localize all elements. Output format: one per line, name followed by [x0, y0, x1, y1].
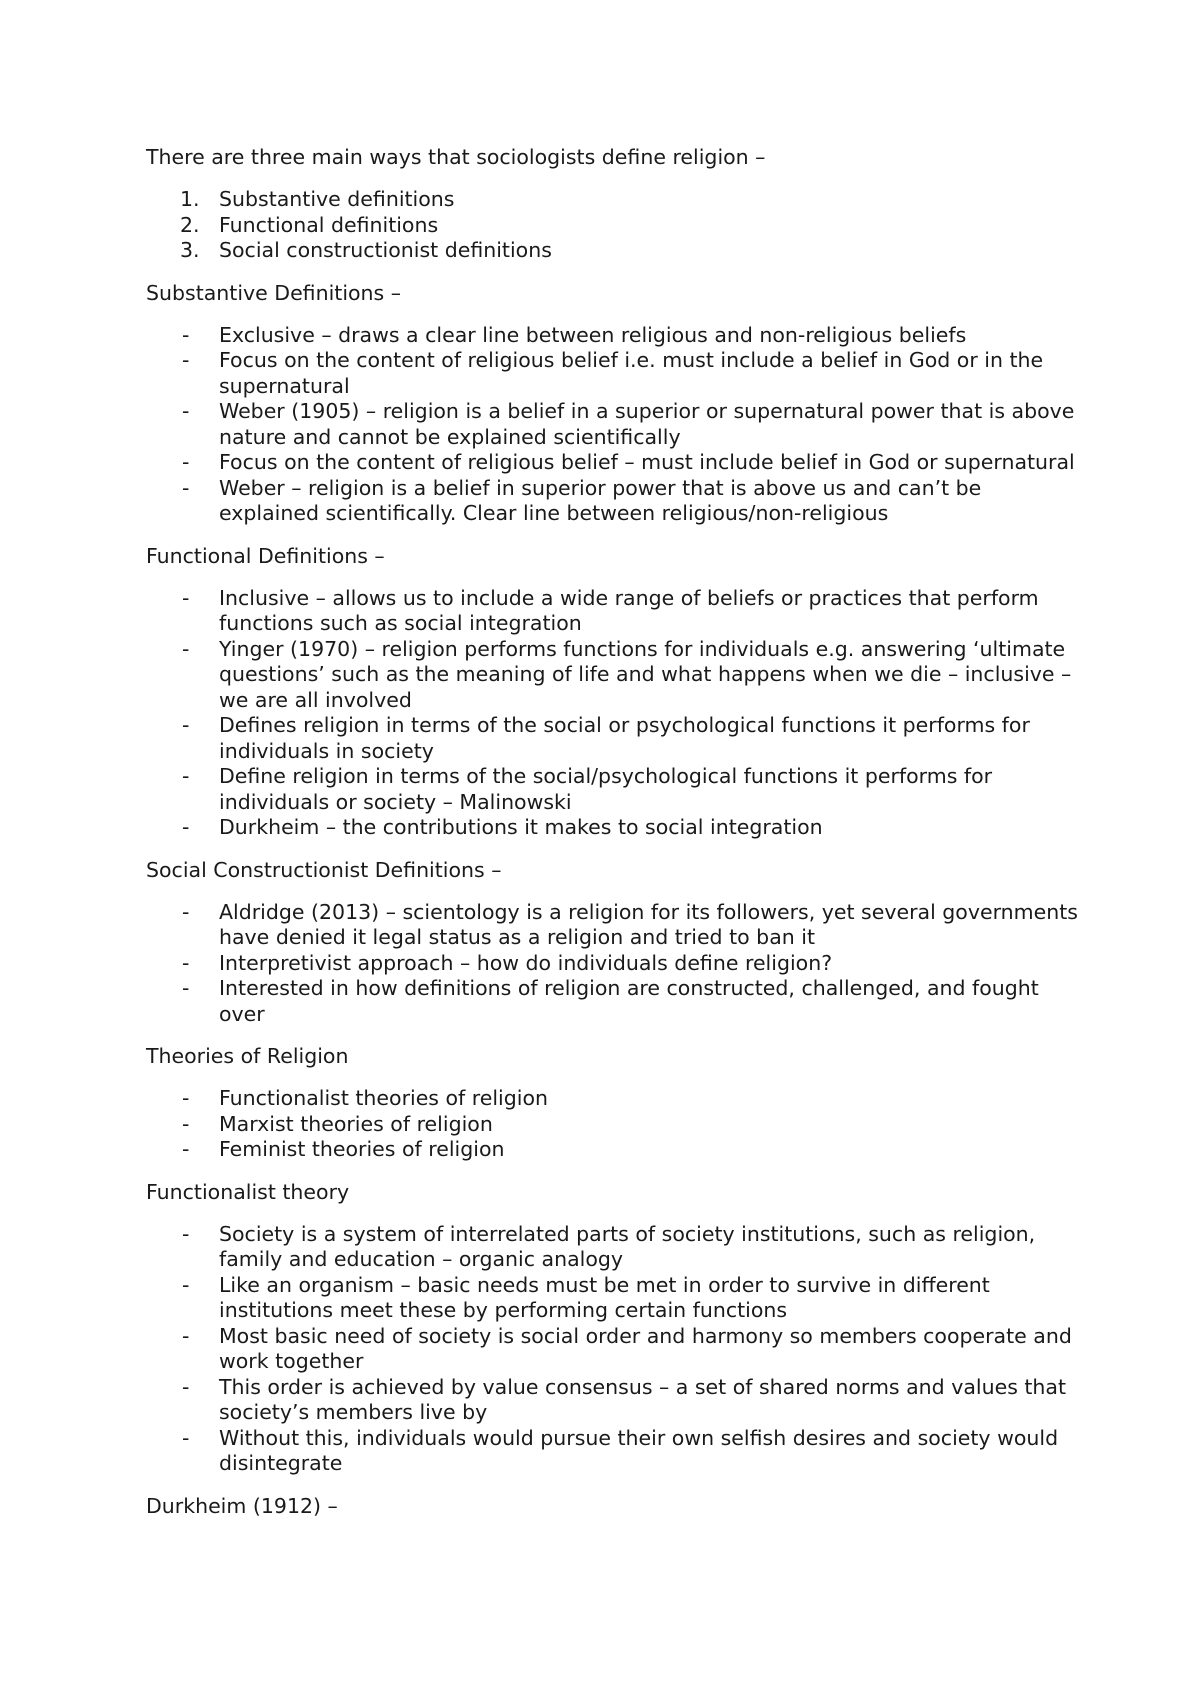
dash-marker: - [182, 1323, 190, 1348]
list-item [146, 1273, 1086, 1324]
dash-marker: - [182, 976, 190, 1000]
list-item [146, 1112, 1086, 1138]
section-heading-substantive: Substantive Definitions – [146, 280, 401, 305]
dash-marker: - [182, 950, 190, 975]
list-item [146, 476, 1086, 527]
section-heading-functional: Functional Definitions – [146, 543, 385, 568]
social-constructionist-list [146, 900, 1086, 1028]
list-item [146, 348, 1086, 399]
section-heading-social-constructionist: Social Constructionist Definitions – [146, 857, 502, 882]
list-item [146, 586, 1086, 637]
dash-marker: - [182, 1111, 190, 1136]
list-item-text: Defines religion in terms of the social or psychological functions it performs for individuals in society [219, 713, 1030, 763]
list-item [146, 399, 1086, 450]
list-number: 1. [180, 187, 200, 211]
list-item [146, 637, 1086, 714]
document-page [146, 145, 1086, 1536]
section-heading-theories: Theories of Religion [146, 1044, 349, 1068]
list-item [146, 450, 1086, 476]
list-item-text: Yinger (1970) – religion performs functions for individuals e.g. answering ‘ultimate questions’ such as the meaning of life and what happens when we die – inclusive – we are all involved [219, 636, 1072, 712]
list-item-text: Exclusive – draws a clear line between religious and non-religious beliefs [219, 322, 967, 347]
list-item [146, 323, 1086, 349]
dash-marker: - [182, 585, 190, 610]
dash-marker: - [182, 1425, 190, 1450]
dash-marker: - [182, 713, 190, 737]
dash-marker: - [182, 815, 190, 839]
list-number: 2. [180, 212, 200, 237]
list-item-text: Functionalist theories of religion [219, 1086, 549, 1110]
dash-marker: - [182, 1137, 190, 1161]
definition-types-list [146, 187, 1086, 264]
intro-paragraph: There are three main ways that sociologists define religion – [146, 145, 766, 169]
dash-marker: - [182, 1221, 190, 1246]
list-item-text: Society is a system of interrelated parts of society institutions, such as religion, family and education – organic analogy [219, 1221, 1036, 1271]
dash-marker: - [182, 636, 190, 661]
list-item [146, 1137, 1086, 1163]
list-item [146, 238, 1086, 264]
list-item [146, 713, 1086, 764]
dash-marker: - [182, 764, 190, 788]
dash-marker: - [182, 899, 190, 924]
list-item-text: Inclusive – allows us to include a wide range of beliefs or practices that perform functions such as social integration [219, 585, 1039, 635]
section-heading-functionalist: Functionalist theory [146, 1179, 350, 1204]
list-item-text: Focus on the content of religious belief i.e. must include a belief in God or in the supernatural [219, 348, 1044, 398]
dash-marker: - [182, 399, 190, 423]
list-number: 3. [180, 238, 200, 262]
list-item [146, 815, 1086, 841]
substantive-list [146, 323, 1086, 527]
list-item-text: Weber (1905) – religion is a belief in a superior or supernatural power that is above nature and cannot be explained scientifically [219, 399, 1075, 449]
dash-marker: - [182, 475, 190, 500]
list-item-text: Feminist theories of religion [219, 1137, 505, 1161]
theories-list [146, 1086, 1086, 1163]
dash-marker: - [182, 450, 190, 474]
list-item-text: Focus on the content of religious belief – must include belief in God or supernatural [219, 450, 1075, 474]
list-item [146, 1222, 1086, 1273]
closing-heading: Durkheim (1912) – [146, 1493, 338, 1518]
list-item-text: Most basic need of society is social order and harmony so members cooperate and work together [219, 1323, 1072, 1373]
list-item-text: This order is achieved by value consensus – a set of shared norms and values that society’s members live by [219, 1374, 1067, 1424]
list-item-text: Define religion in terms of the social/psychological functions it performs for individuals or society – Malinowski [219, 764, 993, 814]
list-item-text: Without this, individuals would pursue their own selfish desires and society would disintegrate [219, 1425, 1059, 1475]
dash-marker: - [182, 1086, 190, 1110]
list-item [146, 951, 1086, 977]
list-item [146, 1375, 1086, 1426]
list-item [146, 1086, 1086, 1112]
list-item [146, 213, 1086, 239]
list-item-text: Substantive definitions [219, 187, 455, 211]
list-item-text: Durkheim – the contributions it makes to social integration [219, 815, 823, 839]
functional-list [146, 586, 1086, 841]
list-item [146, 1426, 1086, 1477]
list-item-text: Interpretivist approach – how do individuals define religion? [219, 950, 833, 975]
list-item-text: Like an organism – basic needs must be met in order to survive in different institutions meet these by performing certain functions [219, 1272, 990, 1322]
list-item [146, 764, 1086, 815]
list-item [146, 1324, 1086, 1375]
list-item-text: Social constructionist definitions [219, 238, 552, 262]
list-item-text: Functional definitions [219, 212, 439, 237]
dash-marker: - [182, 1374, 190, 1399]
list-item [146, 187, 1086, 213]
list-item-text: Marxist theories of religion [219, 1111, 493, 1136]
list-item [146, 900, 1086, 951]
list-item-text: Weber – religion is a belief in superior power that is above us and can’t be explained scientifically. Clear line between religious/non-religious [219, 475, 982, 525]
list-item-text: Aldridge (2013) – scientology is a religion for its followers, yet several governments have denied it legal status as a religion and tried to ban it [219, 899, 1078, 949]
list-item [146, 976, 1086, 1027]
list-item-text: Interested in how definitions of religion are constructed, challenged, and fought over [219, 976, 1039, 1026]
dash-marker: - [182, 348, 190, 372]
dash-marker: - [182, 1272, 190, 1297]
dash-marker: - [182, 322, 190, 347]
functionalist-list [146, 1222, 1086, 1477]
